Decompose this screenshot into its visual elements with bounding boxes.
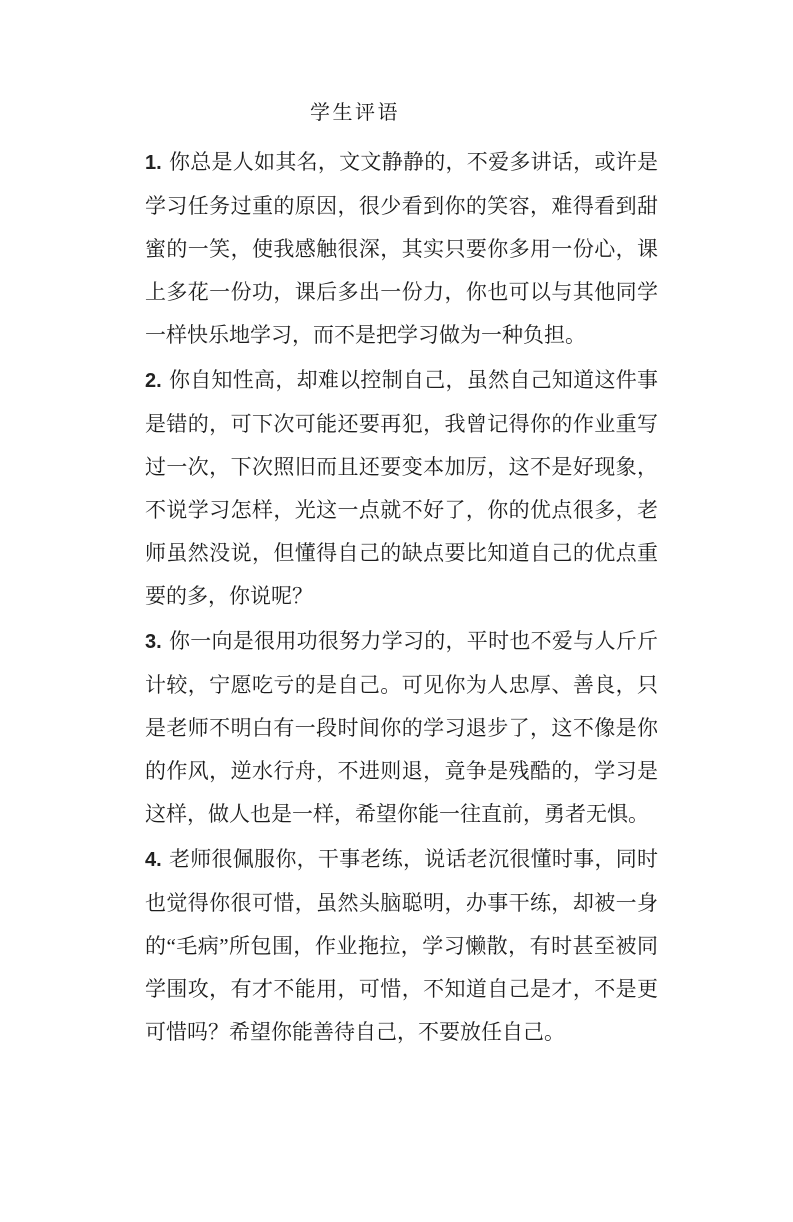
paragraph <box>145 141 658 357</box>
paragraph-text: 老师很佩服你，干事老练，说话老沉很懂时事，同时也觉得你很可惜，虽然头脑聪明，办事干练，却被一身的“毛病”所包围，作业拖拉，学习懒散，有时甚至被同学围攻，有才不能用，可惜，不知道自己是才，不是更可惜吗？希望你能善待自己，不要放任自己。 <box>145 847 658 1044</box>
document-body <box>145 141 658 1054</box>
paragraph-text: 你一向是很用功很努力学习的，平时也不爱与人斤斤计较，宁愿吃亏的是自己。可见你为人忠厚、善良，只是老师不明白有一段时间你的学习退步了，这不像是你的作风，逆水行舟，不进则退，竟争是残酷的，学习是这样，做人也是一样，希望你能一往直前，勇者无惧。 <box>145 629 658 826</box>
paragraph-text: 你自知性高，却难以控制自己，虽然自己知道这件事是错的，可下次可能还要再犯，我曾记得你的作业重写过一次，下次照旧而且还要变本加厉，这不是好现象，不说学习怎样，光这一点就不好了，你的优点很多，老师虽然没说，但懂得自己的缺点要比知道自己的优点重要的多，你说呢？ <box>145 368 658 608</box>
paragraph-number: 2. <box>145 370 162 392</box>
paragraph <box>145 620 658 836</box>
paragraph-number: 3. <box>145 631 162 653</box>
paragraph-number: 4. <box>145 849 162 871</box>
paragraph-number: 1. <box>145 152 162 174</box>
paragraph-text: 你总是人如其名，文文静静的，不爱多讲话，或许是学习任务过重的原因，很少看到你的笑容，难得看到甜蜜的一笑，使我感触很深，其实只要你多用一份心，课上多花一份功，课后多出一份力，你也可以与其他同学一样快乐地学习，而不是把学习做为一种负担。 <box>145 150 658 347</box>
document-title: 学生评语 <box>310 102 400 124</box>
paragraph <box>145 838 658 1054</box>
paragraph <box>145 359 658 618</box>
document-page <box>0 100 793 1222</box>
